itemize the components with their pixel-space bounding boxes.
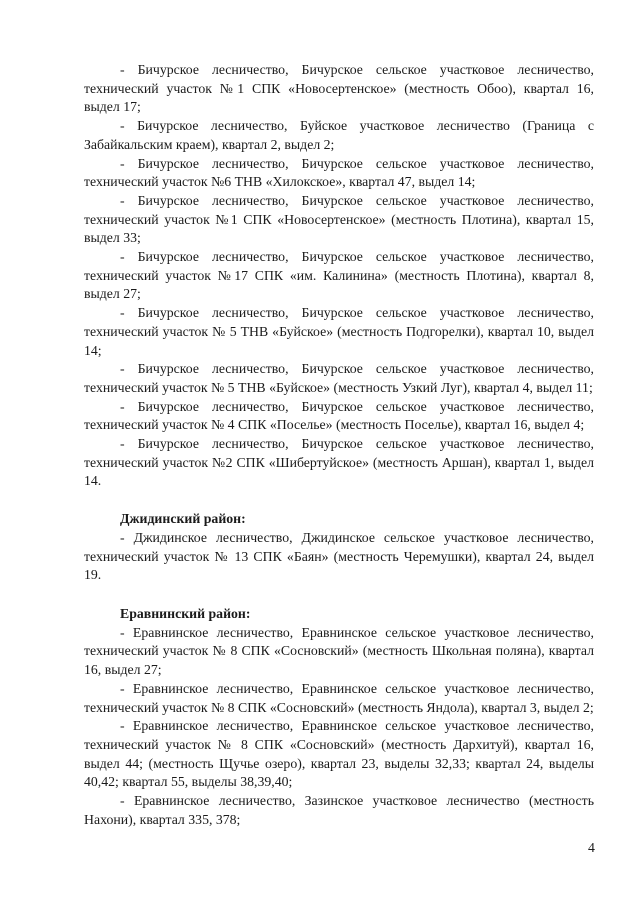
list-item: - Джидинское лесничество, Джидинское сельское участковое лесничество, технический участок № 13 СПК «Баян» (местность Черемушки), квартал 24, выдел 19. (84, 529, 594, 583)
document-body (84, 61, 594, 829)
list-item: - Бичурское лесничество, Бичурское сельское участковое лесничество, технический участок № 4 СПК «Поселье» (местность Поселье), квартал 16, выдел 4; (84, 398, 594, 433)
list-item: - Бичурское лесничество, Бичурское сельское участковое лесничество, технический участок № 5 ТНВ «Буйское» (местность Подгорелки), квартал 10, выдел 14; (84, 305, 594, 358)
list-item: - Бичурское лесничество, Бичурское сельское участковое лесничество, технический участок №2 СПК «Шибертуйское» (местность Аршан), квартал 1, выдел 14. (84, 436, 594, 489)
section-heading: Джидинский район: (120, 511, 246, 527)
list-item: - Еравнинское лесничество, Зазинское участковое лесничество (местность Нахони), квартал 335, 378; (84, 793, 594, 827)
intro-list (84, 61, 594, 491)
list-item: - Бичурское лесничество, Буйское участковое лесничество (Граница с Забайкальским краем), квартал 2, выдел 2; (84, 118, 594, 152)
list-item: - Бичурское лесничество, Бичурское сельское участковое лесничество, технический участок №1 СПК «Новосертенское» (местность Плотина), квартал 15, выдел 33; (84, 192, 594, 246)
list-item: - Еравнинское лесничество, Еравнинское сельское участковое лесничество, технический участок № 8 СПК «Сосновский» (местность Школьная поляна), квартал 16, выдел 27; (84, 624, 594, 678)
page-number: 4 (588, 840, 595, 855)
list-item: - Еравнинское лесничество, Еравнинское сельское участковое лесничество, технический участок № 8 СПК «Сосновский» (местность Яндола), квартал 3, выдел 2; (84, 680, 594, 715)
section-eravna (84, 605, 594, 829)
list-item: - Бичурское лесничество, Бичурское сельское участковое лесничество, технический участок №1 СПК «Новосертенское» (местность Обоо), квартал 16, выдел 17; (84, 62, 594, 115)
section-heading: Еравнинский район: (120, 605, 251, 621)
list-item: - Бичурское лесничество, Бичурское сельское участковое лесничество, технический участок №17 СПК «им. Калинина» (местность Плотина), квартал 8, выдел 27; (84, 249, 594, 302)
section-dzhida (84, 510, 594, 585)
list-item: - Бичурское лесничество, Бичурское сельское участковое лесничество, технический участок №6 ТНВ «Хилокское», квартал 47, выдел 14; (84, 155, 594, 190)
list-item: - Еравнинское лесничество, Еравнинское сельское участковое лесничество, технический участок № 8 СПК «Сосновский» (местность Дархитуй), квартал 16, выдел 44; (местность Щучье озеро), квартал 23, выделы 32,33; квартал 24, выделы 40,42; квартал 55, выделы 38,39,40; (84, 718, 594, 790)
list-item: - Бичурское лесничество, Бичурское сельское участковое лесничество, технический участок № 5 ТНВ «Буйское» (местность Узкий Луг), квартал 4, выдел 11; (84, 361, 594, 395)
